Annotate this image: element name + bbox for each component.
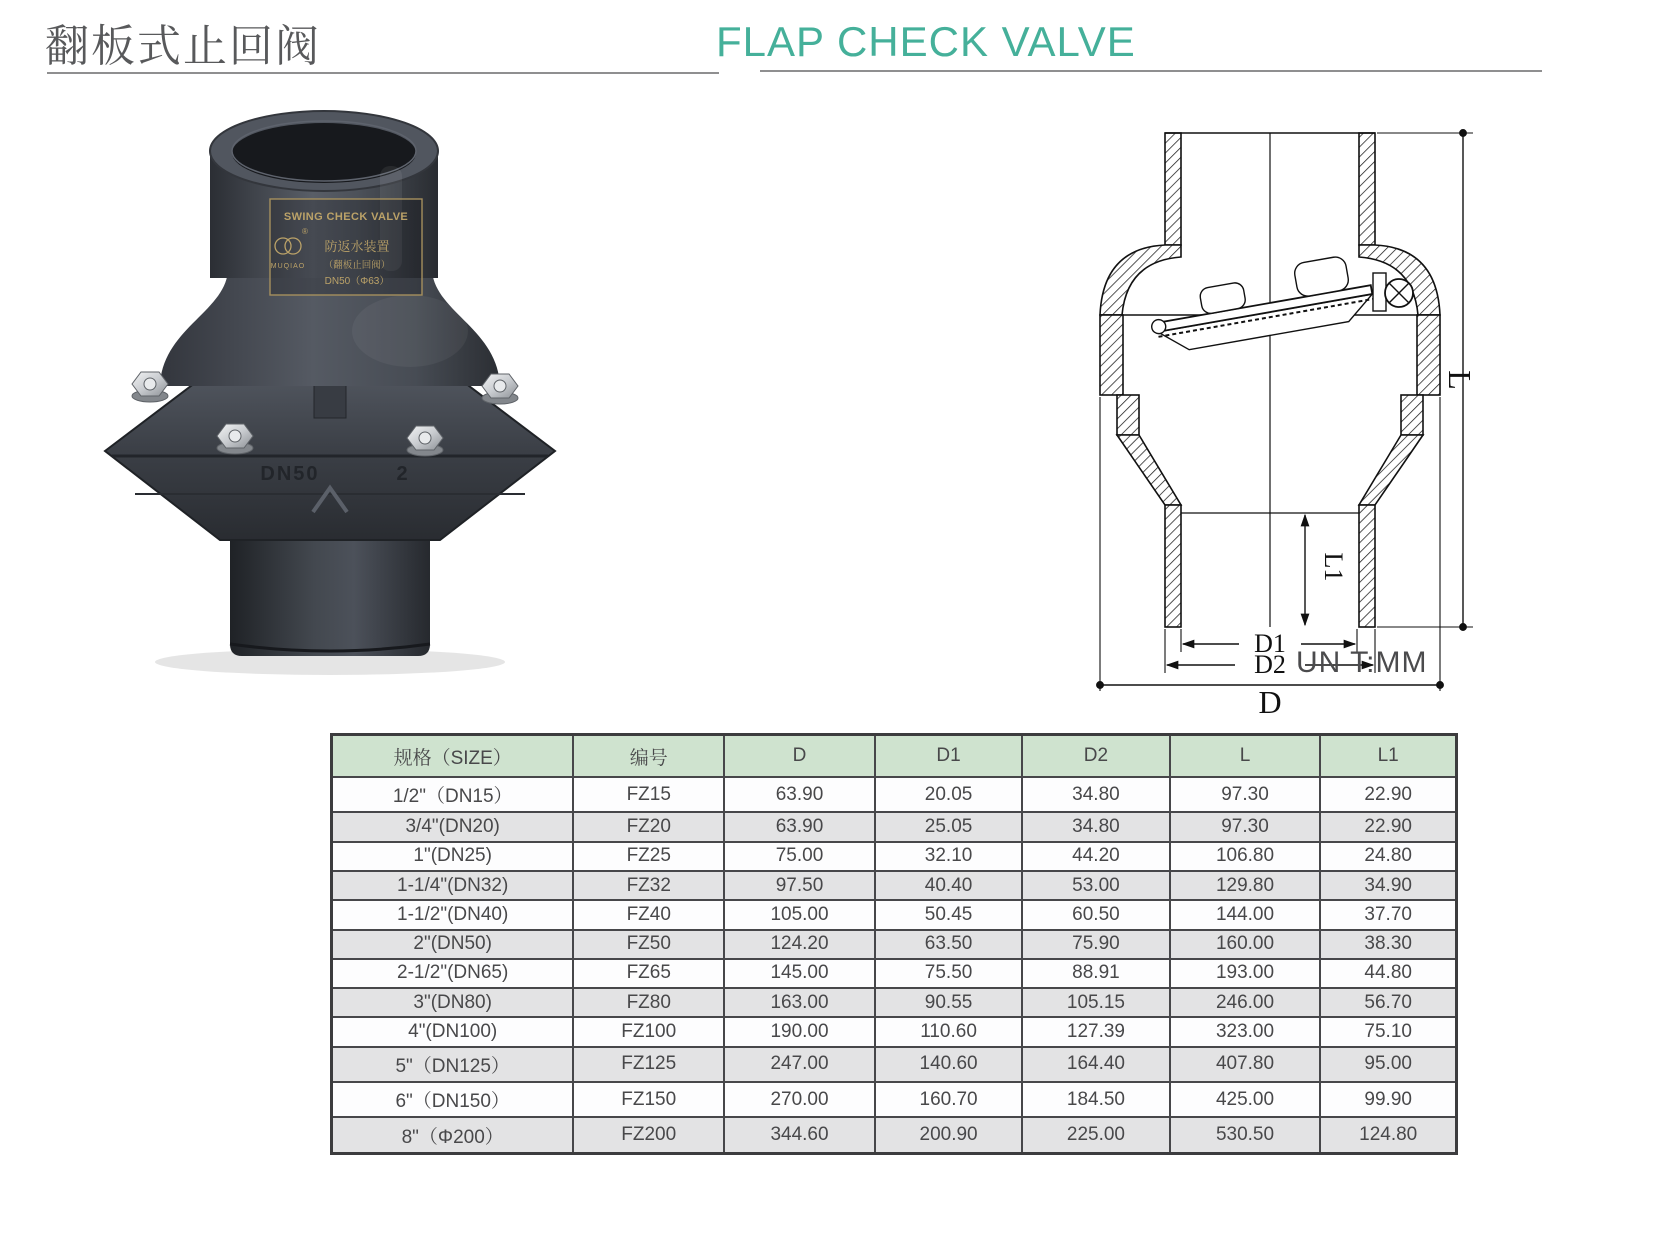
table-cell: 110.60 [875, 1017, 1022, 1046]
drawing-body-wall [1417, 315, 1440, 395]
table-cell: 145.00 [724, 959, 875, 988]
table-cell: 164.40 [1022, 1047, 1169, 1082]
table-cell: 38.30 [1320, 930, 1456, 959]
table-cell: 124.20 [724, 930, 875, 959]
flange-marking-inch: 2 [396, 463, 408, 485]
table-cell: 63.90 [724, 812, 875, 841]
table-row [332, 900, 1457, 929]
table-cell: 270.00 [724, 1082, 875, 1117]
drawing-inlet-wall [1359, 133, 1375, 245]
units-note: UN T:MM [1296, 646, 1428, 679]
title-underline-left [47, 72, 719, 74]
drawing-bonnet [1100, 245, 1181, 315]
page-title-english: FLAP CHECK VALVE [716, 18, 1136, 65]
table-cell: 95.00 [1320, 1047, 1456, 1082]
table-cell: 2-1/2"(DN65) [332, 959, 574, 988]
table-cell: 160.00 [1170, 930, 1321, 959]
drawing-body-wall [1100, 315, 1123, 395]
table-cell: 140.60 [875, 1047, 1022, 1082]
table-cell: 22.90 [1320, 777, 1456, 812]
table-row [332, 842, 1457, 871]
technical-drawing [1005, 95, 1475, 720]
table-cell: 3/4"(DN20) [332, 812, 574, 841]
column-header: 编号 [573, 735, 724, 778]
page-title-chinese: 翻板式止回阀 [45, 22, 321, 71]
table-cell: 190.00 [724, 1017, 875, 1046]
table-cell: 6"（DN150） [332, 1082, 574, 1117]
table-cell: 1/2"（DN15） [332, 777, 574, 812]
drawing-inlet-wall [1165, 133, 1181, 245]
table-cell: FZ40 [573, 900, 724, 929]
table-row [332, 1082, 1457, 1117]
table-cell: 225.00 [1022, 1117, 1169, 1153]
label-line2: 防返水装置 [324, 239, 390, 254]
drawing-taper-wall [1117, 435, 1181, 505]
column-header: D2 [1022, 735, 1169, 778]
table-cell: 50.45 [875, 900, 1022, 929]
table-cell: FZ65 [573, 959, 724, 988]
table-cell: 24.80 [1320, 842, 1456, 871]
table-cell: 247.00 [724, 1047, 875, 1082]
table-row [332, 959, 1457, 988]
valve-lower-socket [230, 526, 430, 656]
table-cell: 246.00 [1170, 988, 1321, 1017]
table-cell: 344.60 [724, 1117, 875, 1153]
table-row [332, 871, 1457, 900]
dim-label-L1: L1 [1319, 552, 1348, 582]
table-cell: 20.05 [875, 777, 1022, 812]
table-cell: 34.80 [1022, 777, 1169, 812]
column-header: L [1170, 735, 1321, 778]
table-cell: 144.00 [1170, 900, 1321, 929]
product-photo [80, 96, 580, 681]
table-row [332, 988, 1457, 1017]
table-cell: 1-1/4"(DN32) [332, 871, 574, 900]
table-cell: FZ20 [573, 812, 724, 841]
table-cell: 127.39 [1022, 1017, 1169, 1046]
table-cell: 75.90 [1022, 930, 1169, 959]
table-cell: 32.10 [875, 842, 1022, 871]
table-cell: 3"(DN80) [332, 988, 574, 1017]
table-cell: 323.00 [1170, 1017, 1321, 1046]
dim-label-D: D [1258, 684, 1282, 720]
column-header: D [724, 735, 875, 778]
table-cell: 530.50 [1170, 1117, 1321, 1153]
table-row [332, 777, 1457, 812]
table-row [332, 930, 1457, 959]
table-cell: 184.50 [1022, 1082, 1169, 1117]
table-cell: FZ32 [573, 871, 724, 900]
table-cell: 129.80 [1170, 871, 1321, 900]
size-table-header-row [332, 735, 1457, 778]
table-row [332, 1017, 1457, 1046]
bolt-icon [217, 424, 253, 454]
table-cell: 75.10 [1320, 1017, 1456, 1046]
table-cell: 25.05 [875, 812, 1022, 841]
flange-marking-size: DN50 [260, 463, 320, 485]
column-header: 规格（SIZE） [332, 735, 574, 778]
table-cell: 1"(DN25) [332, 842, 574, 871]
drawing-outlet-wall [1359, 505, 1375, 627]
table-cell: 75.00 [724, 842, 875, 871]
table-cell: 56.70 [1320, 988, 1456, 1017]
table-cell: FZ200 [573, 1117, 724, 1153]
title-underline-right [760, 70, 1542, 72]
drawing-body-wall [1117, 395, 1139, 435]
table-cell: FZ80 [573, 988, 724, 1017]
table-cell: 425.00 [1170, 1082, 1321, 1117]
drawing-flap [1145, 252, 1413, 356]
table-cell: FZ150 [573, 1082, 724, 1117]
table-cell: 160.70 [875, 1082, 1022, 1117]
table-cell: 105.15 [1022, 988, 1169, 1017]
brand-name: MUQIAO [270, 263, 306, 270]
table-cell: 60.50 [1022, 900, 1169, 929]
table-cell: 97.30 [1170, 777, 1321, 812]
table-cell: 4"(DN100) [332, 1017, 574, 1046]
size-table [330, 733, 1458, 1155]
table-cell: 105.00 [724, 900, 875, 929]
bolt-icon [132, 372, 168, 402]
table-cell: 8"（Φ200） [332, 1117, 574, 1153]
drawing-body-wall [1401, 395, 1423, 435]
table-cell: 163.00 [724, 988, 875, 1017]
label-line1: SWING CHECK VALVE [283, 211, 409, 223]
table-cell: 37.70 [1320, 900, 1456, 929]
table-cell: 63.90 [724, 777, 875, 812]
table-cell: 124.80 [1320, 1117, 1456, 1153]
dim-label-L: L [1442, 370, 1475, 390]
table-cell: 40.40 [875, 871, 1022, 900]
drawing-outlet-wall [1165, 505, 1181, 627]
table-cell: 44.20 [1022, 842, 1169, 871]
column-header: L1 [1320, 735, 1456, 778]
table-cell: 22.90 [1320, 812, 1456, 841]
table-cell: 63.50 [875, 930, 1022, 959]
product-label-plate [270, 199, 422, 295]
dim-label-D2: D2 [1254, 650, 1286, 679]
table-cell: FZ15 [573, 777, 724, 812]
table-cell: FZ50 [573, 930, 724, 959]
table-cell: 34.90 [1320, 871, 1456, 900]
table-cell: 88.91 [1022, 959, 1169, 988]
drawing-taper-wall [1359, 435, 1423, 505]
table-cell: 53.00 [1022, 871, 1169, 900]
dim-label-D1: D1 [1254, 629, 1286, 658]
table-cell: 97.30 [1170, 812, 1321, 841]
label-line3: （翻板止回阀） [323, 260, 391, 271]
table-cell: 193.00 [1170, 959, 1321, 988]
label-reg-mark: ® [302, 227, 308, 236]
label-line4: DN50（Φ63） [324, 276, 390, 287]
bolt-icon [482, 374, 518, 404]
table-cell: 407.80 [1170, 1047, 1321, 1082]
table-cell: FZ125 [573, 1047, 724, 1082]
table-cell: 1-1/2"(DN40) [332, 900, 574, 929]
table-cell: 97.50 [724, 871, 875, 900]
table-cell: 200.90 [875, 1117, 1022, 1153]
table-row [332, 1117, 1457, 1153]
table-cell: 44.80 [1320, 959, 1456, 988]
bolt-icon [407, 426, 443, 456]
table-cell: 34.80 [1022, 812, 1169, 841]
column-header: D1 [875, 735, 1022, 778]
table-cell: FZ100 [573, 1017, 724, 1046]
table-row [332, 1047, 1457, 1082]
table-cell: 75.50 [875, 959, 1022, 988]
table-cell: 2"(DN50) [332, 930, 574, 959]
table-cell: 106.80 [1170, 842, 1321, 871]
table-cell: FZ25 [573, 842, 724, 871]
size-table-body [332, 777, 1457, 1154]
table-cell: 99.90 [1320, 1082, 1456, 1117]
table-cell: 90.55 [875, 988, 1022, 1017]
table-cell: 5"（DN125） [332, 1047, 574, 1082]
table-row [332, 812, 1457, 841]
